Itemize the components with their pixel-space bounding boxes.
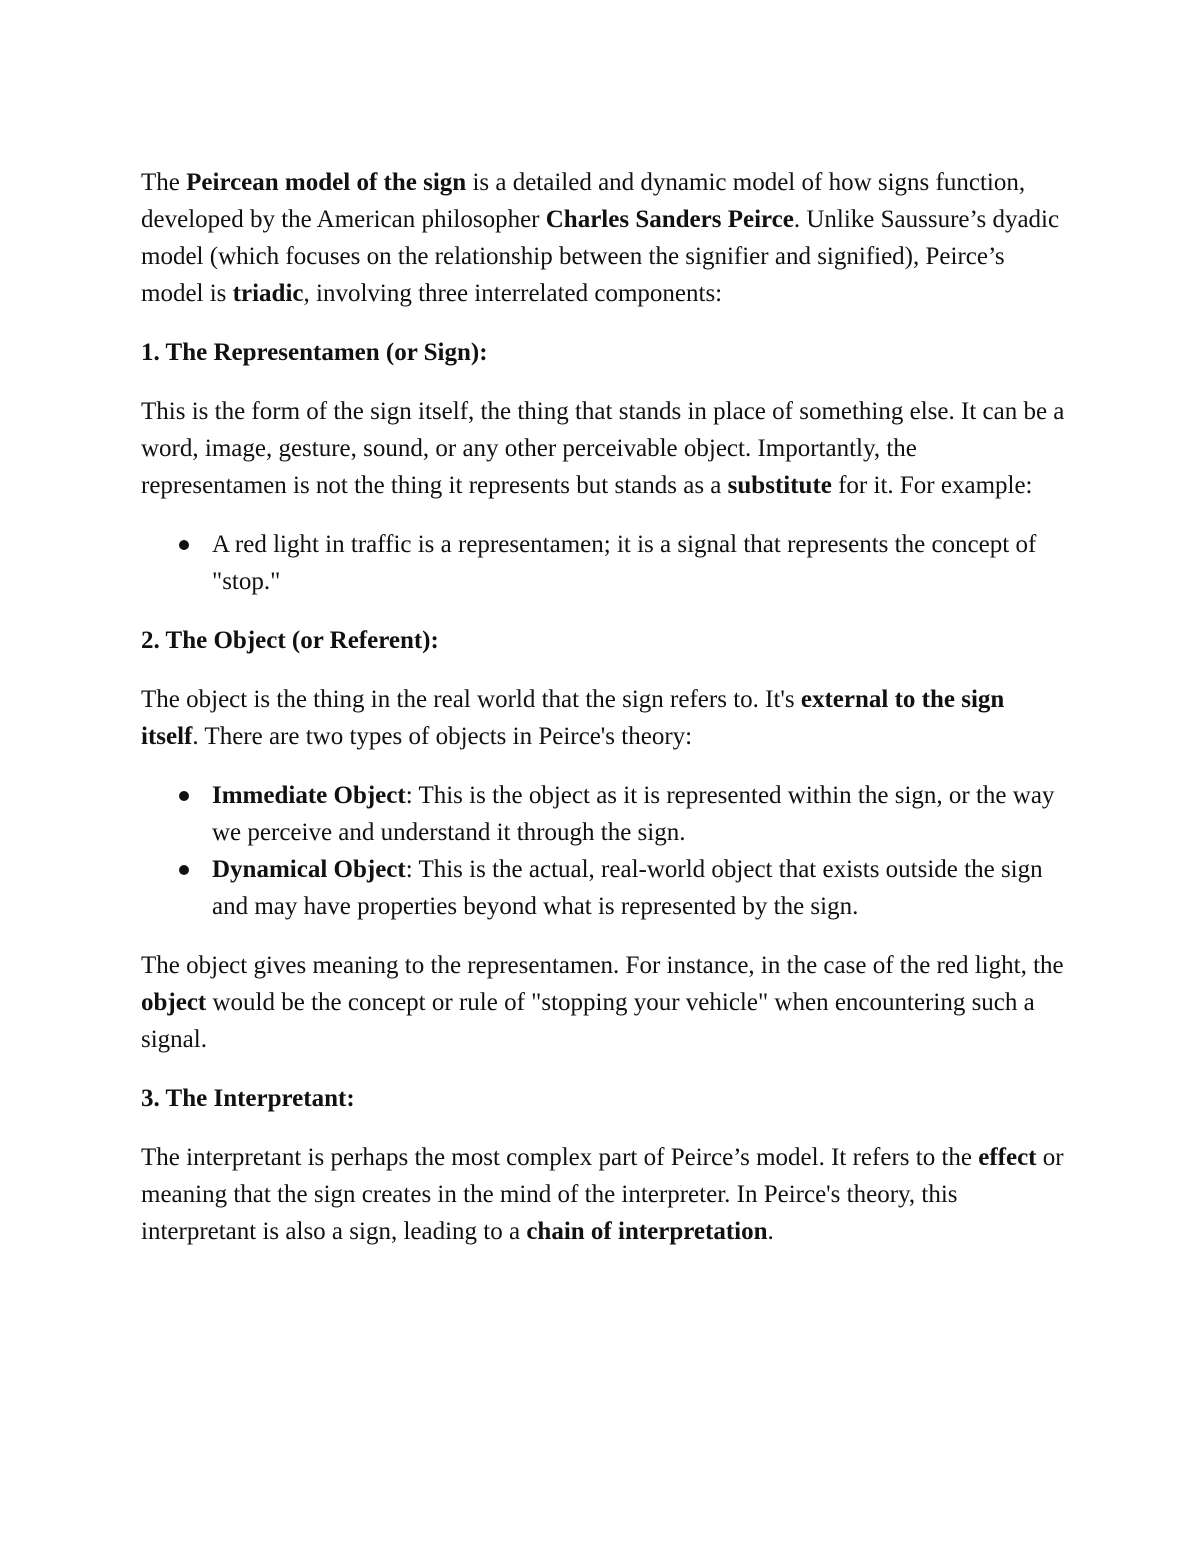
list-item-term: Dynamical Object (212, 856, 406, 883)
section-2-bold-external: external to the sign itself (141, 686, 1005, 750)
bullet-icon (179, 865, 189, 875)
list-item-text: : This is the object as it is represented within the sign, or the way we perceive and understand it through the sign. (212, 782, 1055, 846)
section-1-bold-substitute: substitute (727, 472, 832, 499)
list-item (141, 851, 1066, 925)
intro-text-1: The (141, 169, 187, 196)
section-3-bold-effect: effect (978, 1144, 1037, 1171)
section-3-paragraph (141, 1139, 1066, 1250)
section-3-bold-chain-of-interpretation: chain of interpretation (526, 1218, 768, 1245)
section-3-heading: 3. The Interpretant: (141, 1085, 355, 1112)
section-1-text-2: for it. For example: (831, 472, 1033, 499)
intro-bold-peircean-model: Peircean model of the sign (186, 169, 467, 196)
section-1-bullet-list (141, 526, 1066, 600)
section-2-bold-object: object (141, 989, 207, 1016)
section-2-text-1: The object is the thing in the real world that the sign refers to. It's (141, 686, 801, 713)
list-item (141, 777, 1066, 851)
section-2-heading: 2. The Object (or Referent): (141, 627, 439, 654)
intro-bold-charles-sanders-peirce: Charles Sanders Peirce (545, 206, 794, 233)
section-2-text-2: . There are two types of objects in Peirce's theory: (192, 723, 693, 750)
section-2-p2-text-1: The object gives meaning to the representamen. For instance, in the case of the red light, the (141, 952, 1064, 979)
intro-paragraph (141, 164, 1066, 312)
list-item-term: Immediate Object (212, 782, 406, 809)
section-3-text-1: The interpretant is perhaps the most complex part of Peirce’s model. It refers to the (141, 1144, 979, 1171)
section-2-paragraph-2 (141, 947, 1066, 1058)
section-1-heading: 1. The Representamen (or Sign): (141, 339, 488, 366)
section-1-text-1: This is the form of the sign itself, the thing that stands in place of something else. It can be a word, image, gesture, sound, or any other perceivable object. Importantly, the representamen is not the thing it represents but stands as a (141, 398, 1065, 499)
intro-text-3: . Unlike Saussure’s dyadic model (which focuses on the relationship between the signifier and signified), Peirce’s model is (141, 206, 1060, 307)
bullet-icon (179, 540, 189, 550)
section-2-p2-text-2: would be the concept or rule of "stopping your vehicle" when encountering such a signal. (141, 989, 1035, 1053)
section-2-paragraph (141, 681, 1066, 755)
section-1-paragraph (141, 393, 1066, 504)
section-3-text-2: or meaning that the sign creates in the mind of the interpreter. In Peirce's theory, this interpretant is also a sign, leading to a (141, 1144, 1064, 1245)
list-item (141, 526, 1066, 600)
intro-text-2: is a detailed and dynamic model of how signs function, developed by the American philosopher (141, 169, 1026, 233)
intro-text-4: , involving three interrelated components: (303, 280, 723, 307)
list-item-text: A red light in traffic is a representamen; it is a signal that represents the concept of "stop." (212, 531, 1037, 595)
document-body (141, 164, 1066, 1272)
intro-bold-triadic: triadic (232, 280, 304, 307)
section-2-bullet-list (141, 777, 1066, 925)
section-3-text-3: . (767, 1218, 774, 1245)
list-item-text: : This is the actual, real-world object that exists outside the sign and may have properties beyond what is represented by the sign. (212, 856, 1043, 920)
bullet-icon (179, 791, 189, 801)
